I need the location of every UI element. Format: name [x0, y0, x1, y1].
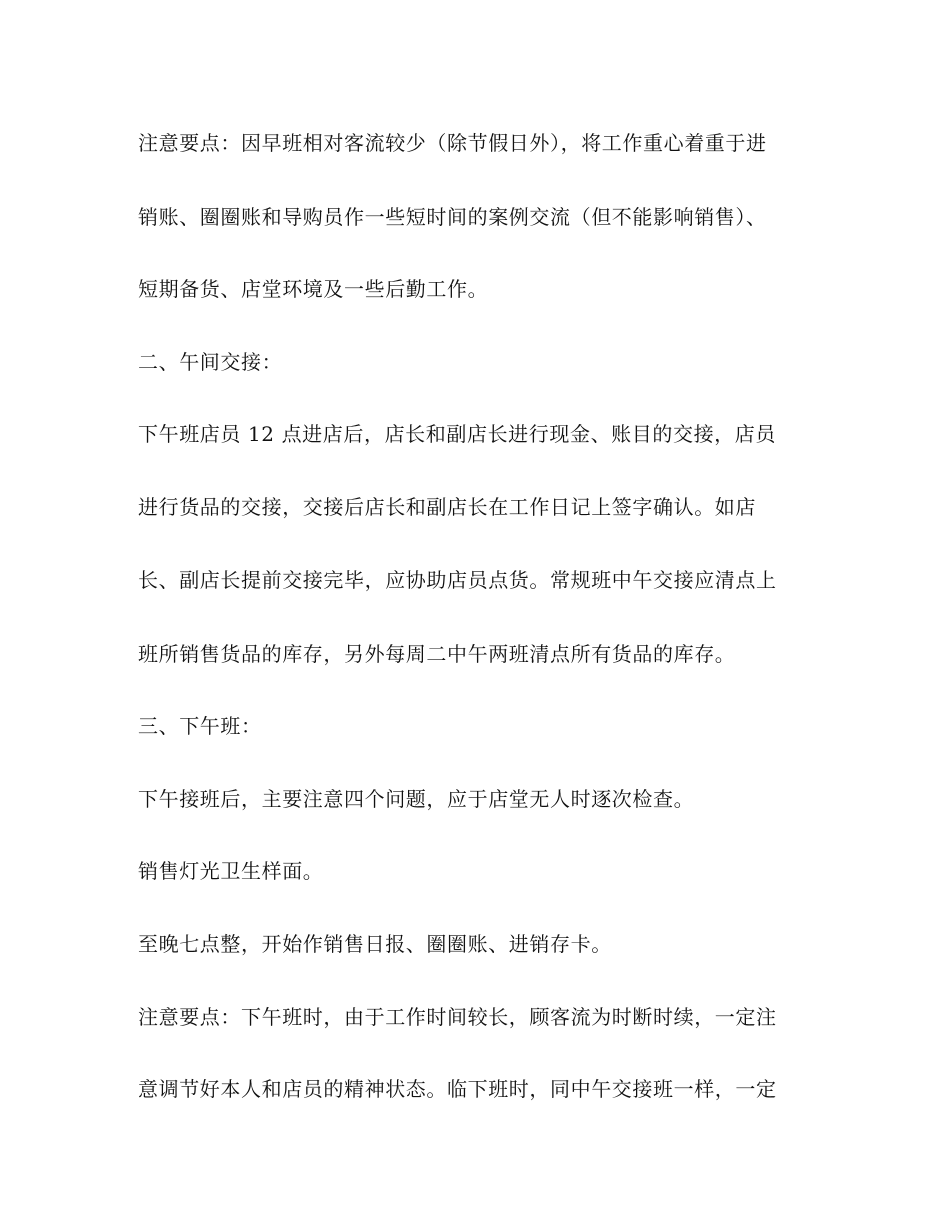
paragraph-line: 下午班店员 12 点进店后，店长和副店长进行现金、账目的交接，店员	[138, 422, 776, 446]
paragraph-line: 班所销售货品的库存，另外每周二中午两班清点所有货品的库存。	[138, 642, 736, 666]
paragraph-line: 销账、圈圈账和导购员作一些短时间的案例交流（但不能影响销售）、	[138, 205, 767, 229]
paragraph-line: 意调节好本人和店员的精神状态。临下班时，同中午交接班一样，一定	[138, 1077, 777, 1101]
paragraph-line: 至晚七点整，开始作销售日报、圈圈账、进销存卡。	[138, 932, 612, 956]
paragraph-line: 下午接班后，主要注意四个问题，应于店堂无人时逐次检查。	[138, 787, 695, 811]
paragraph-line: 进行货品的交接，交接后店长和副店长在工作日记上签字确认。如店	[138, 495, 756, 519]
paragraph-line: 注意要点：下午班时，由于工作时间较长，顾客流为时断时续，一定注	[138, 1005, 777, 1029]
paragraph-line: 销售灯光卫生样面。	[138, 859, 324, 883]
section-heading: 三、下午班：	[138, 714, 262, 738]
paragraph-line: 短期备货、店堂环境及一些后勤工作。	[138, 277, 489, 301]
paragraph-line: 长、副店长提前交接完毕，应协助店员点货。常规班中午交接应清点上	[138, 568, 777, 592]
paragraph-line: 注意要点：因早班相对客流较少（除节假日外），将工作重心着重于进	[138, 131, 767, 155]
section-heading: 二、午间交接：	[138, 350, 283, 374]
